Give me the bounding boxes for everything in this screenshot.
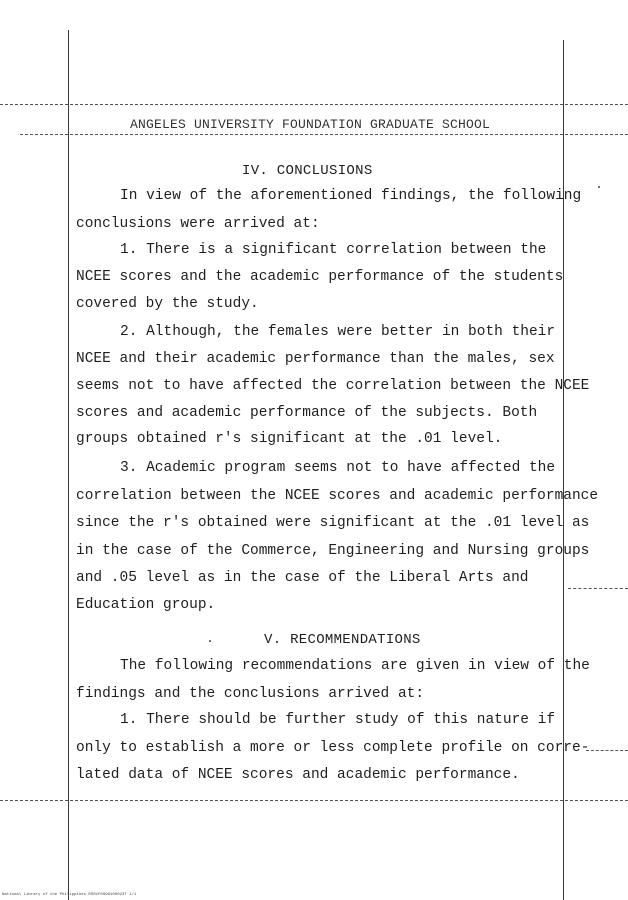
right-edge-dash-2 <box>586 750 628 751</box>
right-edge-dash-1 <box>568 588 628 589</box>
paragraph-line: groups obtained r's significant at the .01 level. <box>76 431 503 447</box>
paragraph-line: seems not to have affected the correlation between the NCEE <box>76 378 590 394</box>
conclusions-heading: IV. CONCLUSIONS <box>242 163 373 179</box>
paragraph-line: in the case of the Commerce, Engineering and Nursing groups <box>76 543 590 559</box>
scan-dot <box>209 640 211 642</box>
paragraph-line: In view of the aforementioned findings, the following <box>120 188 582 204</box>
paragraph-line: 1. There should be further study of this nature if <box>120 712 556 728</box>
paragraph-line: conclusions were arrived at: <box>76 216 320 232</box>
header-underline-rule <box>20 134 628 135</box>
paragraph-line: since the r's obtained were significant at the .01 level as <box>76 515 590 531</box>
paragraph-line: lated data of NCEE scores and academic performance. <box>76 767 520 783</box>
institution-header: ANGELES UNIVERSITY FOUNDATION GRADUATE SCHOOL <box>130 117 491 132</box>
left-margin-line <box>68 30 69 900</box>
right-margin-line <box>563 40 564 900</box>
paragraph-line: scores and academic performance of the subjects. Both <box>76 405 538 421</box>
scan-dot <box>598 186 600 188</box>
paragraph-line: covered by the study. <box>76 296 259 312</box>
bottom-dashed-rule <box>0 800 628 801</box>
scan-footer-note: National Library of the Philippines RS01F0099100023T 1/1 <box>2 893 137 897</box>
paragraph-line: The following recommendations are given in view of the <box>120 658 590 674</box>
paragraph-line: NCEE and their academic performance than the males, sex <box>76 351 555 367</box>
paragraph-line: and .05 level as in the case of the Liberal Arts and <box>76 570 529 586</box>
paragraph-line: only to establish a more or less complete profile on corre- <box>76 740 590 756</box>
paragraph-line: NCEE scores and the academic performance of the students <box>76 269 564 285</box>
paragraph-line: findings and the conclusions arrived at: <box>76 686 425 702</box>
paragraph-line: 3. Academic program seems not to have affected the <box>120 460 556 476</box>
paragraph-line: Education group. <box>76 597 216 613</box>
recommendations-heading: V. RECOMMENDATIONS <box>264 632 421 648</box>
top-dashed-rule <box>0 104 628 105</box>
paragraph-line: correlation between the NCEE scores and academic performance <box>76 488 599 504</box>
paragraph-line: 2. Although, the females were better in both their <box>120 324 556 340</box>
paragraph-line: 1. There is a significant correlation between the <box>120 242 547 258</box>
